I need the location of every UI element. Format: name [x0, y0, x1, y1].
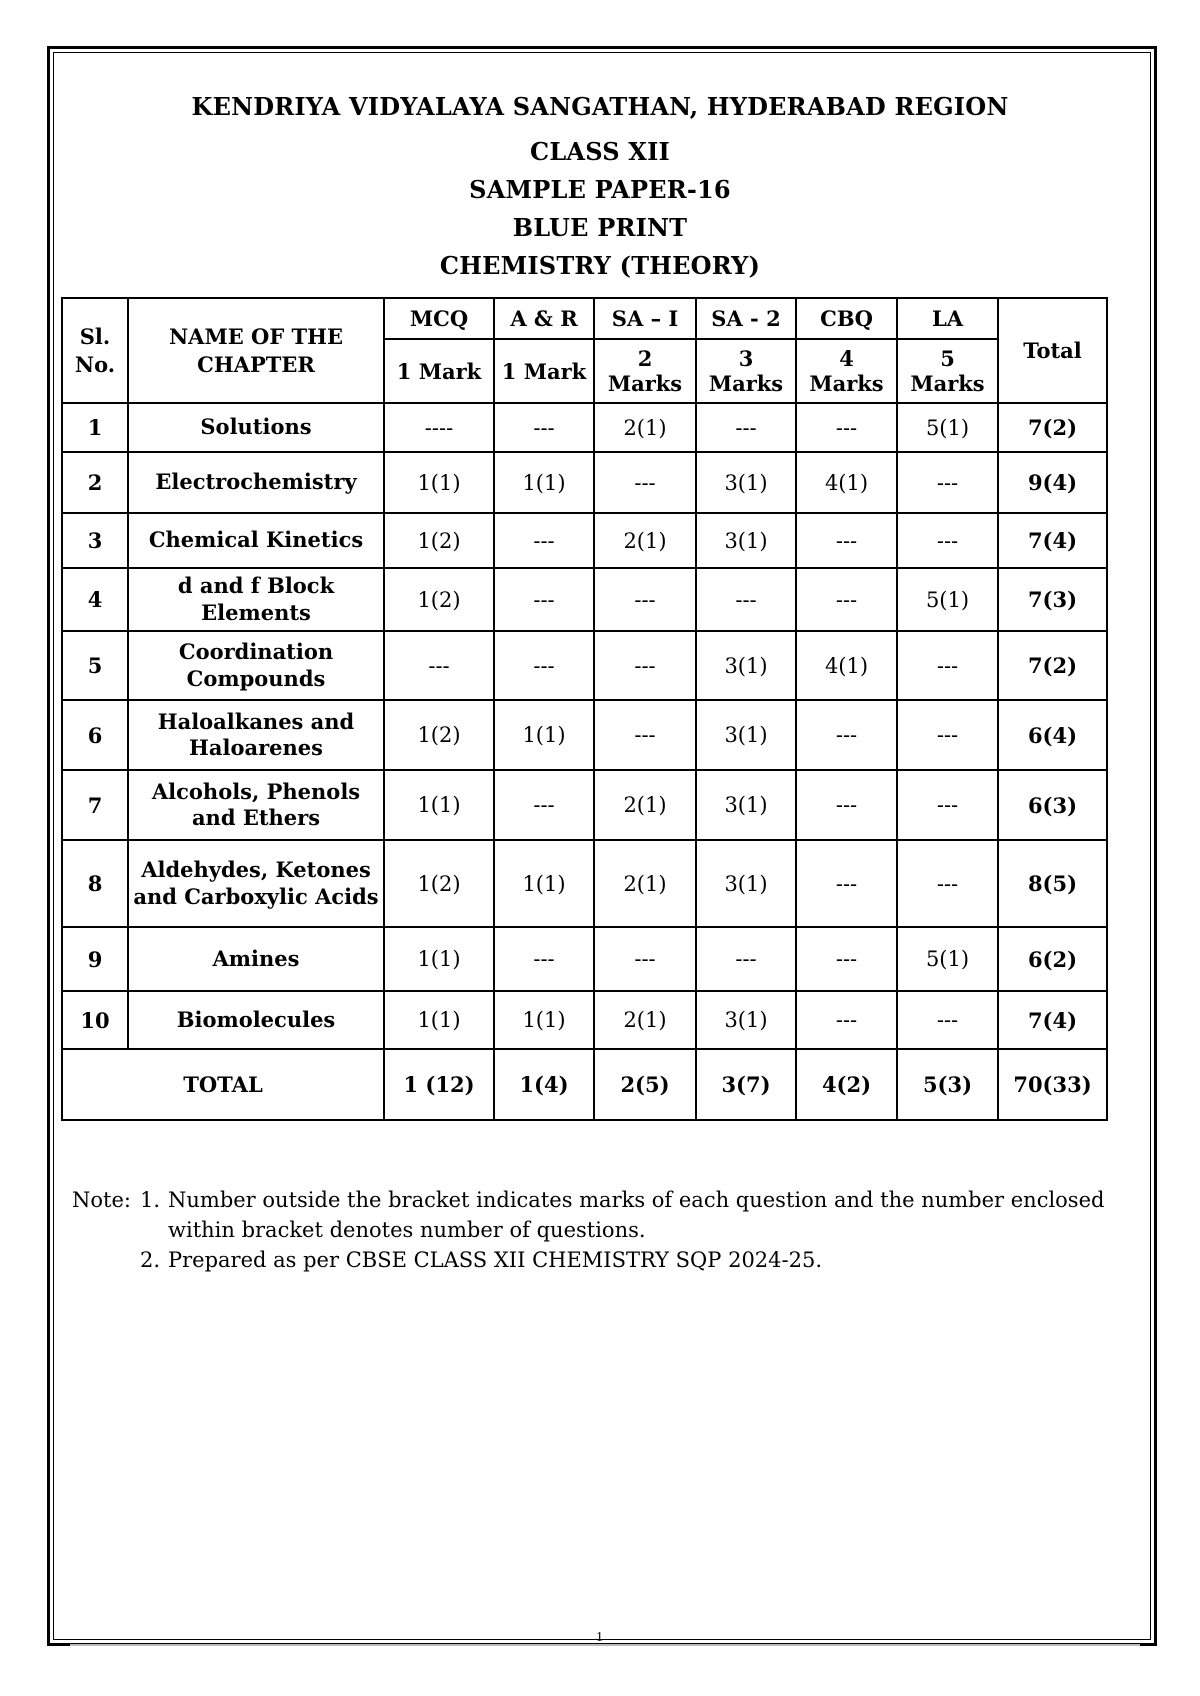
row-total: 7(2): [998, 631, 1107, 700]
row-serial-number: 5: [62, 631, 128, 700]
table-total-row: [62, 1049, 1107, 1120]
note-label: Note:: [72, 1188, 131, 1212]
row-cell: 5(1): [897, 927, 998, 991]
total-cell: 5(3): [897, 1049, 998, 1120]
row-cell: 3(1): [696, 700, 796, 770]
row-cell: ----: [384, 403, 494, 452]
header-marks-sa1: 2 Marks: [594, 339, 696, 403]
row-serial-number: 7: [62, 770, 128, 840]
heading-sample-paper: SAMPLE PAPER-16: [469, 175, 731, 204]
page-number: 1: [596, 1630, 603, 1645]
row-chapter-name: Coordination Compounds: [128, 631, 384, 700]
table-row: [62, 568, 1107, 631]
row-cell: ---: [594, 927, 696, 991]
total-label: TOTAL: [62, 1049, 384, 1120]
table-row: [62, 991, 1107, 1049]
row-cell: 1(1): [494, 991, 594, 1049]
heading-class: CLASS XII: [530, 137, 670, 166]
row-cell: 3(1): [696, 513, 796, 568]
row-serial-number: 10: [62, 991, 128, 1049]
row-cell: 1(2): [384, 700, 494, 770]
row-total: 6(2): [998, 927, 1107, 991]
row-cell: ---: [796, 700, 897, 770]
header-section-ar: A & R: [494, 298, 594, 339]
table-row: [62, 700, 1107, 770]
row-cell: ---: [594, 452, 696, 513]
row-chapter-name: Aldehydes, Ketones and Carboxylic Acids: [128, 840, 384, 927]
row-chapter-name: Alcohols, Phenols and Ethers: [128, 770, 384, 840]
row-cell: ---: [796, 403, 897, 452]
row-cell: 2(1): [594, 513, 696, 568]
row-cell: ---: [594, 568, 696, 631]
row-cell: ---: [494, 770, 594, 840]
row-cell: ---: [594, 700, 696, 770]
row-chapter-name: d and f Block Elements: [128, 568, 384, 631]
note-item-number: 1.: [140, 1188, 161, 1212]
row-cell: 2(1): [594, 991, 696, 1049]
row-total: 7(4): [998, 513, 1107, 568]
row-chapter-name: Solutions: [128, 403, 384, 452]
row-cell: 1(1): [494, 700, 594, 770]
row-total: 6(4): [998, 700, 1107, 770]
row-total: 7(2): [998, 403, 1107, 452]
header-section-mcq: MCQ: [384, 298, 494, 339]
row-chapter-name: Electrochemistry: [128, 452, 384, 513]
blueprint-table: [61, 297, 1108, 1121]
row-total: 9(4): [998, 452, 1107, 513]
row-cell: ---: [696, 403, 796, 452]
row-serial-number: 1: [62, 403, 128, 452]
row-serial-number: 9: [62, 927, 128, 991]
table-row: [62, 403, 1107, 452]
grand-total-cell: 70(33): [998, 1049, 1107, 1120]
row-cell: ---: [796, 513, 897, 568]
row-cell: ---: [897, 700, 998, 770]
row-serial-number: 8: [62, 840, 128, 927]
row-cell: 1(2): [384, 568, 494, 631]
row-cell: 5(1): [897, 403, 998, 452]
row-serial-number: 2: [62, 452, 128, 513]
note-item-text: Number outside the bracket indicates marks of each question and the number enclosed within bracket denotes number of questions.: [168, 1188, 1105, 1242]
table-row: [62, 770, 1107, 840]
row-chapter-name: Haloalkanes and Haloarenes: [128, 700, 384, 770]
row-total: 8(5): [998, 840, 1107, 927]
header-marks-ar: 1 Mark: [494, 339, 594, 403]
total-cell: 4(2): [796, 1049, 897, 1120]
row-cell: 3(1): [696, 991, 796, 1049]
row-cell: 1(1): [494, 840, 594, 927]
header-section-sa2: SA - 2: [696, 298, 796, 339]
row-cell: ---: [897, 991, 998, 1049]
total-cell: 2(5): [594, 1049, 696, 1120]
header-marks-mcq: 1 Mark: [384, 339, 494, 403]
row-cell: 2(1): [594, 403, 696, 452]
row-cell: 1(2): [384, 840, 494, 927]
row-total: 7(4): [998, 991, 1107, 1049]
row-cell: 5(1): [897, 568, 998, 631]
row-cell: 1(1): [384, 770, 494, 840]
row-cell: ---: [796, 991, 897, 1049]
total-cell: 1(4): [494, 1049, 594, 1120]
note-item-text: Prepared as per CBSE CLASS XII CHEMISTRY SQP 2024-25.: [168, 1248, 823, 1272]
table-row: [62, 927, 1107, 991]
row-cell: 2(1): [594, 770, 696, 840]
table-row: [62, 840, 1107, 927]
row-cell: 1(2): [384, 513, 494, 568]
row-cell: 4(1): [796, 452, 897, 513]
row-cell: ---: [796, 568, 897, 631]
footer-divider: [70, 1644, 1140, 1646]
header-sl-no: Sl. No.: [62, 298, 128, 403]
row-cell: ---: [494, 927, 594, 991]
row-cell: ---: [897, 840, 998, 927]
note-section: [72, 1185, 1132, 1275]
row-cell: 2(1): [594, 840, 696, 927]
heading-organization: KENDRIYA VIDYALAYA SANGATHAN, HYDERABAD REGION: [191, 92, 1009, 121]
row-cell: ---: [796, 927, 897, 991]
total-cell: 1 (12): [384, 1049, 494, 1120]
note-item-number: 2.: [140, 1248, 161, 1272]
row-cell: ---: [494, 631, 594, 700]
table-row: [62, 452, 1107, 513]
header-marks-la: 5 Marks: [897, 339, 998, 403]
table-row: [62, 513, 1107, 568]
heading-blue-print: BLUE PRINT: [512, 213, 688, 242]
row-cell: 3(1): [696, 770, 796, 840]
row-serial-number: 4: [62, 568, 128, 631]
row-cell: 1(1): [384, 452, 494, 513]
heading-subject: CHEMISTRY (THEORY): [439, 251, 761, 280]
header-marks-cbq: 4 Marks: [796, 339, 897, 403]
row-cell: 4(1): [796, 631, 897, 700]
header-total: Total: [998, 298, 1107, 403]
row-cell: ---: [897, 770, 998, 840]
total-cell: 3(7): [696, 1049, 796, 1120]
header-section-cbq: CBQ: [796, 298, 897, 339]
row-cell: ---: [796, 770, 897, 840]
row-serial-number: 3: [62, 513, 128, 568]
header-chapter: NAME OF THE CHAPTER: [128, 298, 384, 403]
row-cell: ---: [696, 927, 796, 991]
row-cell: 1(1): [384, 991, 494, 1049]
row-total: 6(3): [998, 770, 1107, 840]
row-cell: ---: [594, 631, 696, 700]
row-total: 7(3): [998, 568, 1107, 631]
header-section-sa1: SA – I: [594, 298, 696, 339]
row-cell: ---: [494, 568, 594, 631]
table-row: [62, 631, 1107, 700]
row-cell: ---: [696, 568, 796, 631]
row-cell: 3(1): [696, 840, 796, 927]
header-marks-sa2: 3 Marks: [696, 339, 796, 403]
row-cell: 3(1): [696, 452, 796, 513]
row-cell: ---: [796, 840, 897, 927]
row-chapter-name: Amines: [128, 927, 384, 991]
row-cell: ---: [897, 513, 998, 568]
row-cell: 3(1): [696, 631, 796, 700]
row-cell: ---: [494, 403, 594, 452]
row-cell: ---: [494, 513, 594, 568]
row-cell: ---: [897, 631, 998, 700]
row-chapter-name: Chemical Kinetics: [128, 513, 384, 568]
row-cell: ---: [384, 631, 494, 700]
row-serial-number: 6: [62, 700, 128, 770]
row-cell: 1(1): [384, 927, 494, 991]
row-cell: 1(1): [494, 452, 594, 513]
row-chapter-name: Biomolecules: [128, 991, 384, 1049]
row-cell: ---: [897, 452, 998, 513]
header-section-la: LA: [897, 298, 998, 339]
